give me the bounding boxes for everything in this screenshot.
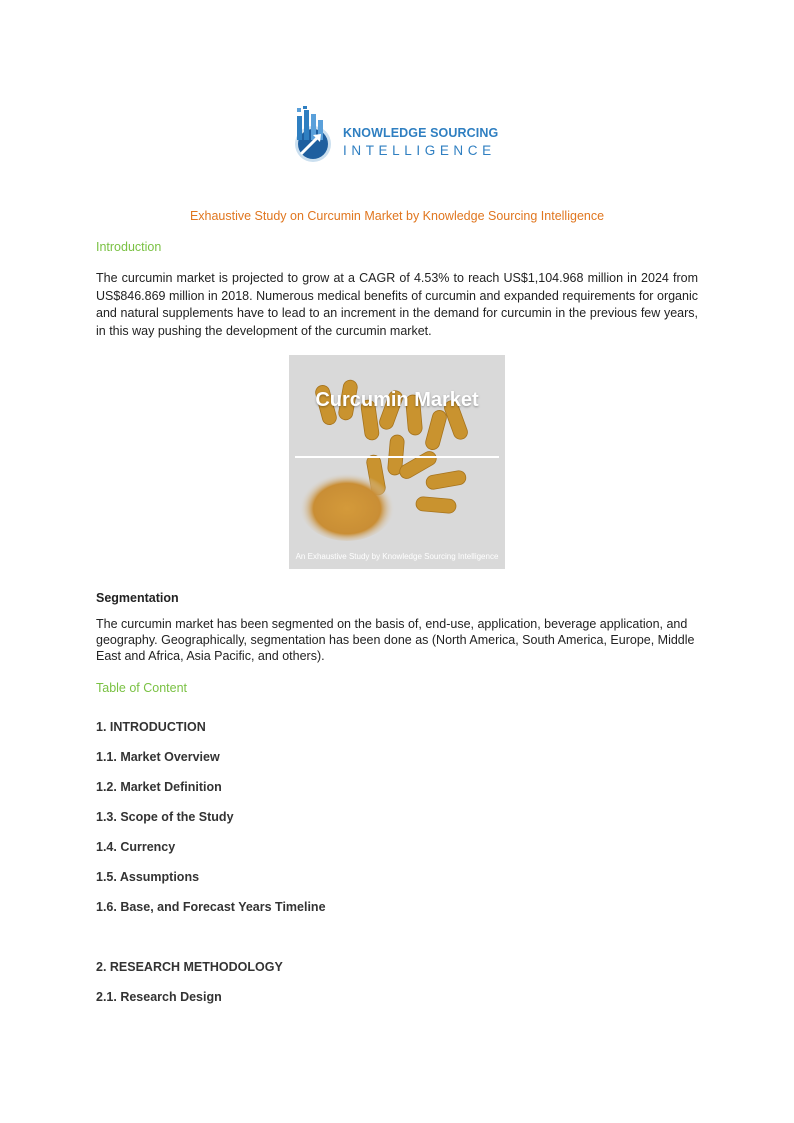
toc-heading: Table of Content (96, 681, 188, 695)
toc-item: 1.4. Currency (96, 840, 176, 854)
introduction-heading: Introduction (96, 240, 162, 254)
curcumin-cover-image (289, 355, 505, 569)
toc-item: 1.1. Market Overview (96, 750, 220, 764)
toc-item: 1.6. Base, and Forecast Years Timeline (96, 900, 326, 914)
toc-item: 2.1. Research Design (96, 990, 222, 1004)
toc-item: 1.5. Assumptions (96, 870, 200, 884)
logo-text-line1: KNOWLEDGE SOURCING (343, 126, 499, 140)
building-arrow-logo-icon (291, 106, 335, 166)
logo-text-line2: INTELLIGENCE (343, 143, 496, 158)
cover-title: Curcumin Market (315, 389, 479, 411)
toc-item: 1.2. Market Definition (96, 780, 222, 794)
cover-subtitle: An Exhaustive Study by Knowledge Sourcing Intelligence (295, 552, 499, 561)
toc-item: 1. INTRODUCTION (96, 720, 206, 734)
segmentation-paragraph: The curcumin market has been segmented on the basis of, end-use, application, beverage application, and geography. Geographically, segmentation has been done as (North America, South America, Europe, Middle East and Africa, Asia Pacific, and others). (96, 617, 695, 663)
company-logo (291, 106, 505, 166)
document-title: Exhaustive Study on Curcumin Market by Knowledge Sourcing Intelligence (189, 209, 605, 223)
introduction-paragraph: The curcumin market is projected to grow at a CAGR of 4.53% to reach US$1,104.968 million in 2024 from US$846.869 million in 2018. Numerous medical benefits of curcumin and expanded requirements for organic and natural supplements have to lead to an increment in the demand for curcumin in the previous few years, in this way pushing the development of the curcumin market. (96, 271, 698, 338)
cover-divider (295, 456, 499, 458)
toc-item: 2. RESEARCH METHODOLOGY (96, 960, 283, 974)
toc-item: 1.3. Scope of the Study (96, 810, 234, 824)
capsules-and-powder-illustration (289, 355, 505, 569)
segmentation-heading: Segmentation (96, 591, 179, 605)
